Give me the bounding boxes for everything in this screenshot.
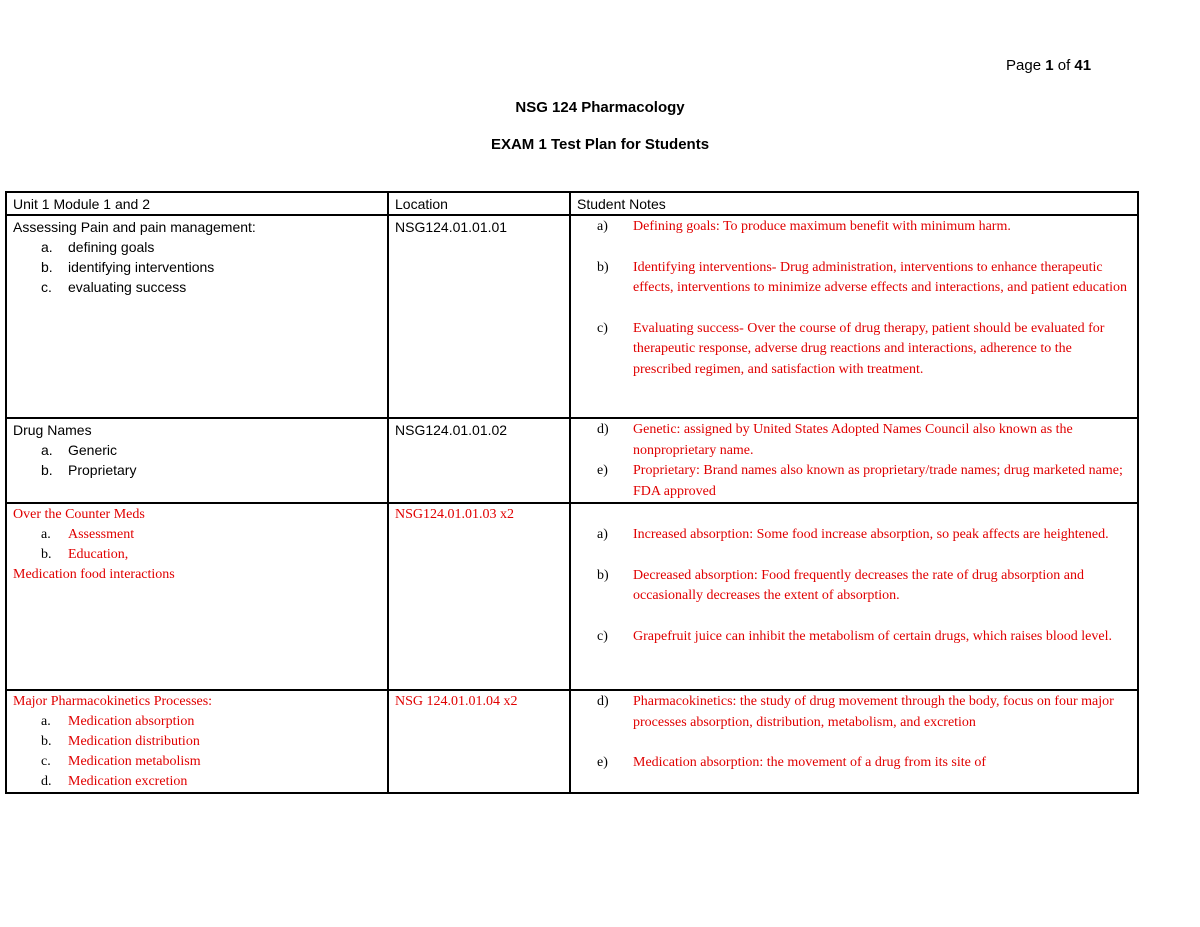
note-text: Medication absorption: the movement of a drug from its site of — [633, 755, 987, 770]
note-item — [577, 461, 1131, 502]
header-unit: Unit 1 Module 1 and 2 — [6, 192, 388, 215]
note-item — [577, 217, 1131, 238]
list-item-text: Medication excretion — [68, 774, 188, 789]
note-text: Genetic: assigned by United States Adopted Names Council also known as the nonproprietary name. — [633, 422, 1073, 458]
table-header-row — [6, 192, 1138, 215]
subtopic-list — [13, 237, 381, 297]
list-marker: a. — [41, 239, 53, 255]
list-item — [13, 772, 381, 792]
notes-list — [577, 692, 1131, 774]
list-item — [13, 277, 381, 297]
note-marker: c) — [597, 628, 608, 644]
table-row — [6, 418, 1138, 503]
note-marker: a) — [597, 527, 608, 542]
topic-cell — [6, 503, 388, 690]
list-marker: d. — [41, 774, 52, 789]
subtopic-list — [13, 525, 381, 565]
list-item — [13, 525, 381, 545]
note-text: Evaluating success- Over the course of drug therapy, patient should be evaluated for therapeutic response, adverse drug reactions and interactions, adherence to the prescribed regimen, and satisfaction with treatment. — [633, 320, 1105, 377]
list-item-text: Assessment — [68, 527, 135, 542]
topic-title: Over the Counter Meds — [13, 507, 145, 522]
note-spacer — [577, 299, 1131, 319]
note-marker: d) — [597, 422, 609, 437]
list-item-text: evaluating success — [68, 279, 187, 295]
table-row — [6, 215, 1138, 418]
page-of: of — [1057, 57, 1071, 74]
page-current: 1 — [1045, 57, 1054, 74]
topic-cell — [6, 690, 388, 793]
notes-cell — [570, 690, 1138, 793]
list-item-text: Education, — [68, 547, 129, 562]
page-total: 41 — [1074, 57, 1092, 74]
location-cell: NSG124.01.01.01 — [388, 215, 570, 418]
list-item — [13, 460, 381, 480]
list-item — [13, 712, 381, 732]
list-item-text: Medication distribution — [68, 734, 200, 749]
list-item-text: identifying interventions — [68, 259, 215, 275]
list-item-text: Medication metabolism — [68, 754, 201, 769]
list-item — [13, 752, 381, 772]
list-item-text: Proprietary — [68, 462, 137, 478]
note-marker: e) — [597, 755, 608, 770]
note-item — [577, 420, 1131, 461]
subtopic-list — [13, 440, 381, 480]
note-spacer — [577, 607, 1131, 627]
note-spacer — [577, 546, 1131, 566]
topic-cell — [6, 215, 388, 418]
note-text: Proprietary: Brand names also known as proprietary/trade names; drug marketed name; FDA approved — [633, 463, 1123, 499]
note-marker: b) — [597, 259, 609, 275]
list-item — [13, 257, 381, 277]
notes-list — [577, 505, 1131, 647]
test-plan-table — [5, 191, 1139, 794]
note-marker: a) — [597, 219, 608, 234]
list-item-text: defining goals — [68, 239, 155, 255]
list-marker: b. — [41, 462, 53, 478]
note-text: Identifying interventions- Drug administration, interventions to enhance therapeutic effects, interventions to minimize adverse effects and interactions, and patient education — [633, 259, 1127, 295]
note-marker: e) — [597, 463, 608, 478]
list-marker: b. — [41, 259, 53, 275]
note-spacer — [577, 238, 1131, 258]
note-text: Decreased absorption: Food frequently decreases the rate of drug absorption and occasionally decreases the extent of absorption. — [633, 567, 1084, 603]
note-item — [577, 627, 1131, 648]
list-marker: c. — [41, 754, 51, 769]
note-spacer — [577, 505, 1131, 525]
list-marker: b. — [41, 734, 52, 749]
note-item — [577, 566, 1131, 607]
notes-cell — [570, 215, 1138, 418]
topic-title: Major Pharmacokinetics Processes: — [13, 694, 213, 709]
page-number — [1006, 57, 1091, 74]
list-item-text: Generic — [68, 442, 118, 458]
list-marker: a. — [41, 442, 53, 458]
location-cell: NSG124.01.01.03 x2 — [388, 503, 570, 690]
note-item — [577, 753, 1131, 774]
note-marker: d) — [597, 694, 609, 709]
notes-cell — [570, 418, 1138, 503]
note-text: Defining goals: To produce maximum benefit with minimum harm. — [633, 219, 1011, 234]
note-text: Increased absorption: Some food increase absorption, so peak affects are heightened. — [633, 527, 1109, 542]
topic-cell — [6, 418, 388, 503]
note-item — [577, 525, 1131, 546]
document-title: NSG 124 Pharmacology — [515, 99, 685, 116]
topic-tail: Medication food interactions — [13, 567, 175, 582]
subtopic-list — [13, 712, 381, 792]
note-item — [577, 692, 1131, 733]
list-marker: a. — [41, 714, 51, 729]
note-spacer — [577, 733, 1131, 753]
list-item — [13, 440, 381, 460]
header-student-notes: Student Notes — [570, 192, 1138, 215]
list-item — [13, 732, 381, 752]
list-marker: c. — [41, 279, 52, 295]
page-label: Page — [1006, 57, 1042, 74]
notes-cell — [570, 503, 1138, 690]
note-item — [577, 258, 1131, 299]
header-location: Location — [388, 192, 570, 215]
notes-list — [577, 217, 1131, 380]
location-cell: NSG 124.01.01.04 x2 — [388, 690, 570, 793]
notes-list — [577, 420, 1131, 502]
topic-title: Assessing Pain and pain management: — [13, 219, 256, 235]
document-subtitle: EXAM 1 Test Plan for Students — [490, 136, 710, 153]
topic-title: Drug Names — [13, 422, 92, 438]
list-item — [13, 237, 381, 257]
location-cell: NSG124.01.01.02 — [388, 418, 570, 503]
list-item — [13, 545, 381, 565]
list-marker: b. — [41, 547, 52, 562]
list-item-text: Medication absorption — [68, 714, 195, 729]
note-text: Pharmacokinetics: the study of drug movement through the body, focus on four major processes absorption, distribution, metabolism, and excretion — [633, 694, 1114, 730]
note-marker: b) — [597, 567, 609, 583]
table-row — [6, 503, 1138, 690]
note-item — [577, 319, 1131, 381]
list-marker: a. — [41, 527, 51, 542]
note-text: Grapefruit juice can inhibit the metabolism of certain drugs, which raises blood level. — [633, 628, 1112, 644]
note-marker: c) — [597, 320, 608, 336]
table-row — [6, 690, 1138, 793]
